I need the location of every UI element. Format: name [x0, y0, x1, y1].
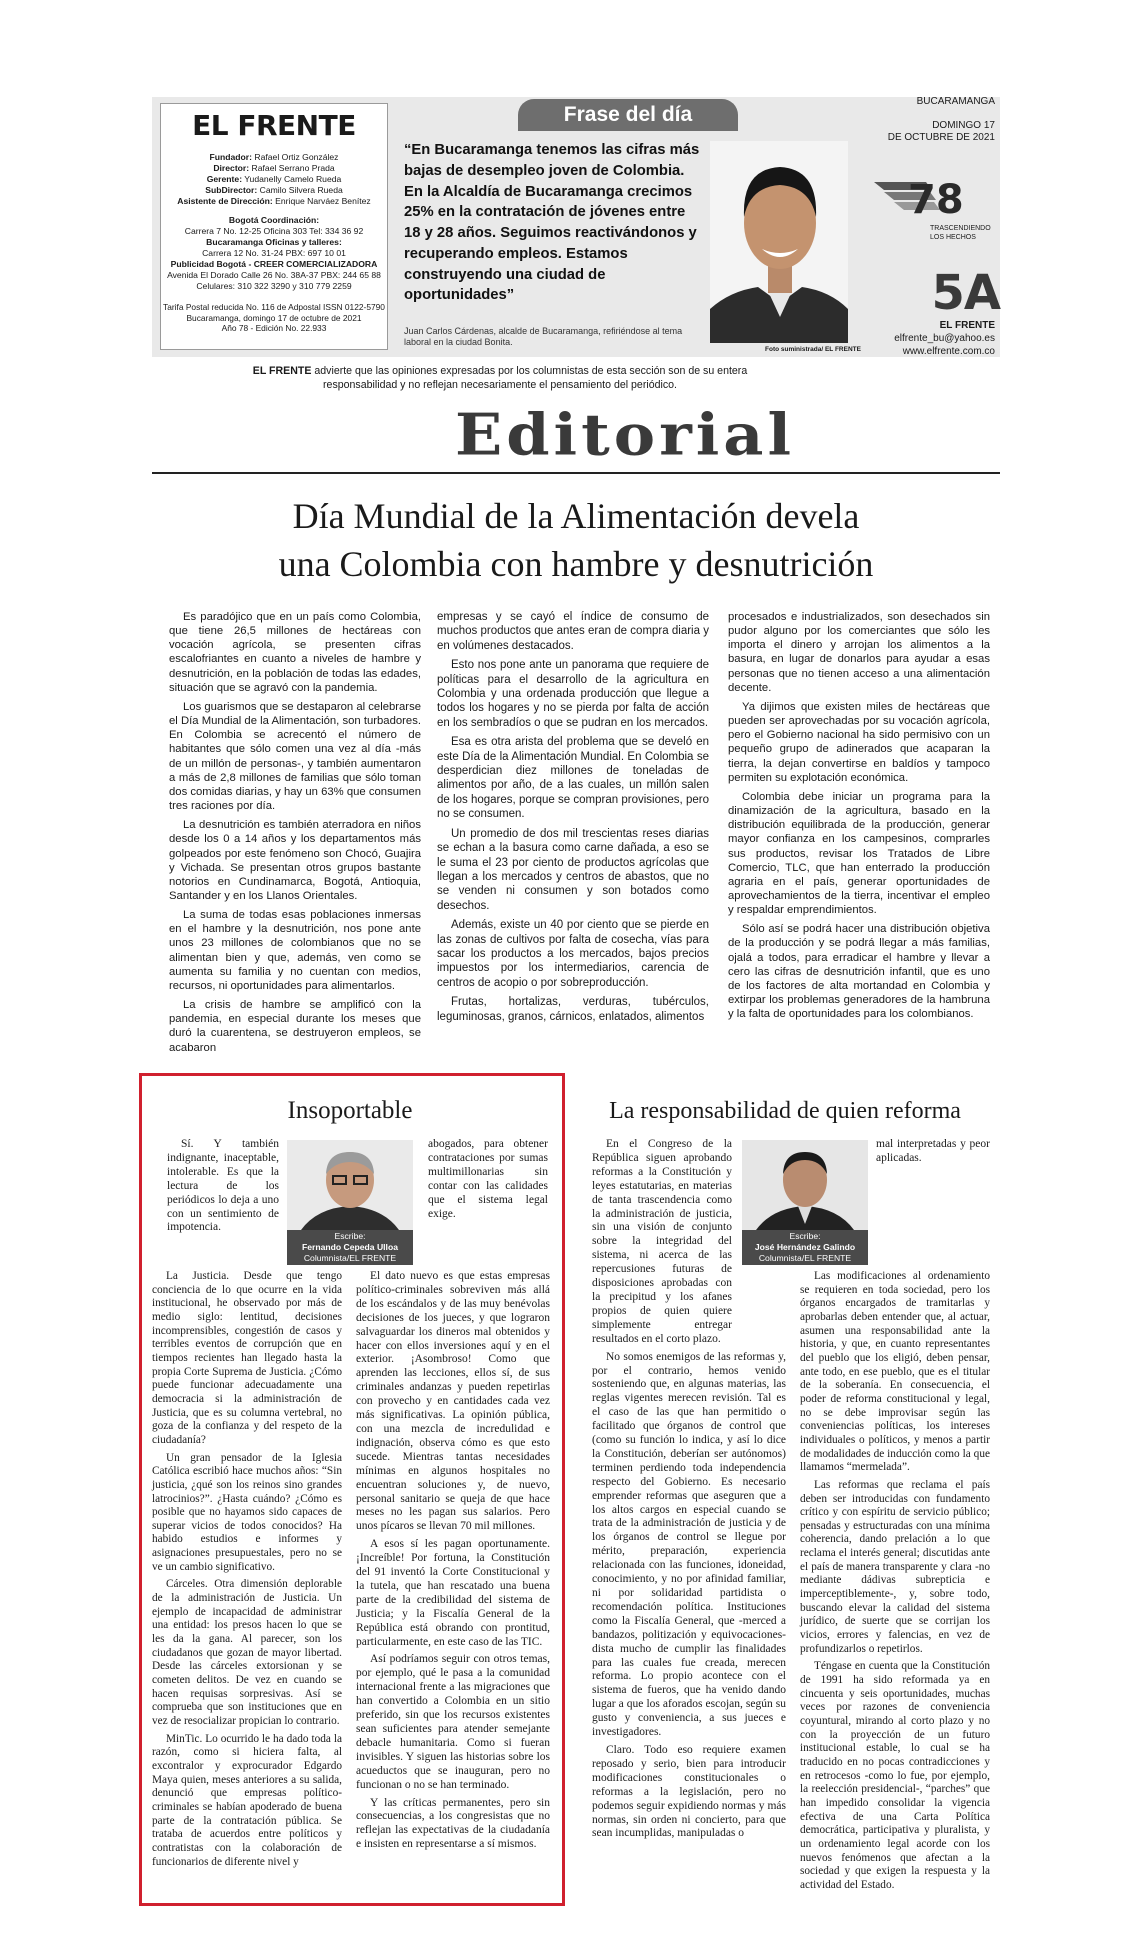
masthead-staff: Fundador: Rafael Ortiz González Director: Rafael Serrano Prada Gerente: Yudanelly Camelo Rueda SubDirector: Camilo Silvera Rueda Asistente de Dirección: Enrique Narváez Benítez	[177, 152, 371, 206]
insoportable-text-right: El dato nuevo es que estas empresas político-criminales sobreviven más allá de los escándalos y de las muy benévolas decisiones de los jueces, y que lograron salvaguardar los dineros mal obtenidos y hacer con ellos inversiones aquí y en el exterior. ¡Asombroso! Como que aprenden las lecciones, ellos sí, de sus criminales andanzas y pueden repetirlas con provecho y en cantidades cada vez más significativas. La opinión pública, con una mezcla de incredulidad e indignación, observa cómo es que esto sucede. Mientras tantas necesidades mínimas en algunos hospitales no encuentran soluciones y, de nuevo, personal sanitario se queja de que hace meses no les pagan sus salarios. Pero unos pícaros se llevan 70 mil millones. A esos sí les pagan oportunamente. ¡Increíble! Por fortuna, la Constitución del 91 inventó la Corte Constitucional y la tutela, que han rescatado una buena parte de la credibilidad del sistema de Justicia; y la Fiscalía General de la República está obrando con prontitud, particularmente, en este caso de las TIC. Así podríamos seguir con otros temas, por ejemplo, qué le pasa a la comunidad internacional frente a las migraciones que han convertido a Colombia en un sitio preferido, sin que los recursos existentes sean suficientes para atender semejante debacle humanitaria. Como si fueran invisibles. Y siguen las historias sobre los acueductos que se inauguran, pero no funcionan o no se han terminado. Y las críticas permanentes, pero sin consecuencias, a los congresistas que no reflejan las expectativas de la ciudadanía e insisten en representarse a sí mismos.	[356, 1270, 550, 1851]
reforma-col-1: En el Congreso de la República siguen aprobando reformas a la Constitución y leyes estatutarias, en materias de tanta trascendencia como la administración de justicia, sin una visión de conjunto sobre la integridad del sistema, ni acerca de las repercusiones futuras de disposiciones aprobadas con la precipitud y los afanes propios de quien quiere simplemente entregar resultados en el corto plazo. No somos enemigos de las reformas y, por el contrario, hemos venido sosteniendo que, en algunas materias, las reglas vigentes merecen revisión. Tal es el caso de las que han permitido o facilitado que órganos de control que (como su función lo indica, y así lo dice la Constitución, deberían ser autónomos) terminen perdiendo toda independencia respecto del Gobierno. Es necesario emprender reformas que aseguren que a los altos cargos en especial cuando se trata de la administración de justicia y de los órganos de control se llegue por mérito, preparación, experiencia relacionada con las funciones, idoneidad, conocimiento, y no por afinidad familiar, ni por solidaridad partidista o recomendación política. Instituciones como la Fiscalía General, que -merced a bandazos, politización y equivocaciones- dista mucho de cumplir las finalidades para las cuales fue creada, merecen reforma. Lo propio acontece con el sistema de fueros, que ha venido dando lugar a que los aforados escojan, según su gusto y conveniencia, a sus jueces e investigadores. Claro. Todo eso requiere examen reposado y serio, bien para introducir modificaciones constitucionales o reformas a la legislación, pero no podemos seguir expidiendo normas y más normas, sin orden ni concierto, para que sean incumplidas, manipuladas o	[592, 1138, 786, 1840]
anniversary-tagline-2: LOS HECHOS	[930, 234, 976, 241]
anniversary-tagline-1: TRASCENDIENDO	[930, 225, 991, 232]
editorial-headline-line2: una Colombia con hambre y desnutrición	[278, 544, 874, 584]
insoportable-text-left: La Justicia. Desde que tengo conciencia de lo que ocurre en la vida institucional, he observado por más de medio siglo: lentitud, decisiones incomprensibles, congestión de casos y terribles eventos de corrupción que en tiempos recientes han llegado hasta la propia Corte Suprema de Justicia. ¿Cómo puede funcionar adecuadamente una democracia si la administración de Justicia, que es su columna vertebral, no goza de la confianza y del respeto de la ciudadanía? Un gran pensador de la Iglesia Católica escribió hace muchos años: “Sin justicia, ¿qué son los reinos sino grandes latrocinios?”. ¿Hasta cuándo? ¿Cómo es posible que no hayamos sido capaces de superar vicios de todos conocidos? Ha habido estudios e informes y asignaciones presupuestales, pero no se ve un cambio significativo. Cárceles. Otra dimensión deplorable de la administración de Justicia. Un ejemplo de incapacidad de administrar una entidad: los presos hacen lo que se les da la gana. Al parecer, son los ciudadanos que gozan de mayor libertad. Desde las cárceles extorsionan y se cometen delitos. De vez en cuando se hacen requisas sorpresivas. Así se comprueba que son instituciones que en vez de resocializar propician lo contrario. MinTic. Lo ocurrido le ha dado toda la razón, como si hiciera falta, al excontralor y exprocurador Edgardo Maya quien, meses anteriores a su salida, denunció que empresas político-criminales se habían apoderado de buena parte de la contratación pública. Se trataba de acuerdos entre políticos y contratistas con la colaboración de funcionarios de diferente nivel y	[152, 1270, 342, 1868]
editorial-headline-line1: Día Mundial de la Alimentación devela	[292, 496, 860, 536]
insoportable-author-label: Escribe:	[334, 1231, 366, 1241]
section-rule	[152, 472, 1000, 474]
insoportable-title: Insoportable	[287, 1097, 413, 1124]
insoportable-author-caption	[287, 1230, 413, 1265]
disclaimer-brand: EL FRENTE	[252, 365, 312, 377]
frase-header	[518, 99, 738, 131]
header-web: www.elfrente.com.co	[902, 346, 995, 357]
masthead-fine-print: Tarifa Postal reducida No. 116 de Adpostal ISSN 0122-5790 Bucaramanga, domingo 17 de octubre de 2021 Año 78 - Edición No. 22.933	[163, 302, 385, 333]
header-date-1: DOMINGO 17	[932, 120, 995, 131]
anniversary-number: 78	[908, 177, 964, 223]
editorial-col-1: Es paradójico que en un país como Colombia, que tiene 26,5 millones de hectáreas con vocación agrícola, se presenten cifras escalofriantes en cuanto a niveles de hambre y desnutrición, en la población de todas las edades, situación que se agravó con la pandemia. Los guarismos que se destaparon al celebrarse el Día Mundial de la Alimentación, son turbadores. En Colombia se acrecentó el número de habitantes que sólo comen una vez al día -más de un millón de personas-, y también aumentaron a más de 2,8 millones de familias que sólo toman dos comidas diarias, y hay un 63% que consumen tres raciones por día. La desnutrición es también aterradora en niños desde los 0 a 14 años y los departamentos más golpeados por este fenómeno son Chocó, Guajira y Vichada. Se presentan otros grupos bastante notorios en Cundinamarca, Bogotá, Antioquia, Santander y en los Llanos Orientales. La suma de todas esas poblaciones inmersas en el hambre y la desnutrición, nos pone ante unos 23 millones de colombianos que no se alimentan bien y que, además, ven como se aumenta su familia y no cuentan con medios, recursos, ni oportunidades para alimentarlos. La crisis de hambre se amplificó con la pandemia, en especial durante los meses que duró la cuarentena, se destruyeron empleos, se acabaron	[169, 611, 422, 1054]
insoportable-col-2-top: abogados, para obtener contrataciones por sumas multimillonarias sin contar con las calidades que el sistema legal exige.	[428, 1138, 548, 1220]
author-portrait-icon	[287, 1140, 413, 1230]
portrait-person-icon	[710, 141, 848, 343]
header-email: elfrente_bu@yahoo.es	[894, 333, 995, 344]
reforma-author-role: Columnista/EL FRENTE	[758, 1253, 852, 1263]
frase-header-text: Frase del día	[563, 103, 693, 126]
reforma-col-2-top: mal interpretadas y peor aplicadas.	[876, 1138, 990, 1164]
insoportable-author-role: Columnista/EL FRENTE	[303, 1253, 397, 1263]
editorial-col-2: empresas y se cayó el índice de consumo de muchos productos que antes eran de compra diaria y en volúmenes destacados. Esto nos pone ante un panorama que requiere de políticas para el desarrollo de la agricultura en Colombia y una ordenada producción que llegue a todos los hogares y no se pierda por falta de acción en los sembradíos o que se pudran en los mercados. Esa es otra arista del problema que se develó en este Día de la Alimentación Mundial. En Colombia se desperdician diez millones de toneladas de alimentos por año, de a las cuales, un millón salen de los hogares, porque se compran provisiones, pero no se consumen. Un promedio de dos mil trescientas reses diarias se echan a la basura como carne dañada, a eso se le suma el 23 por ciento de productos agrícolas que llegan a los mercados y centros de abastos, que no se venden ni consumen y son botados como desechos. Además, existe un 40 por ciento que se pierde en las zonas de cultivos por falta de cosecha, vías para sacar los productos a los mercados, bajos precios impuestos por los intermediarios, carencia de centros de acopio o por sobreproducción. Frutas, hortalizas, verduras, tubérculos, leguminosas, granos, cárnicos, enlatados, alimentos	[437, 611, 709, 1023]
disclaimer	[240, 364, 760, 392]
masthead-offices: Bogotá Coordinación: Carrera 7 No. 12-25 Oficina 303 Tel: 334 36 92 Bucaramanga Oficinas y talleres: Carrera 12 No. 31-24 PBX: 697 10 01 Publicidad Bogotá - CREER COMERCIALIZADORA Avenida El Dorado Calle 26 No. 38A-37 PBX: 244 65 88 Celulares: 310 322 3290 y 310 779 2259	[167, 215, 381, 291]
reforma-author-label: Escribe:	[789, 1231, 821, 1241]
masthead-name: EL FRENTE	[192, 109, 356, 142]
insoportable-author-photo	[287, 1140, 413, 1230]
frase-portrait	[710, 141, 848, 343]
masthead-box	[160, 103, 388, 350]
reforma-col-2: Las modificaciones al ordenamiento se requieren en toda sociedad, pero los órganos encargados de tramitarlas y aprobarlas deben entender que, al actuar, asumen una responsabilidad ante la historia, y que, en cuanto representantes del pueblo que los eligió, deben pensar, ante todo, en ese pueblo, que es el titular de la soberanía. En consecuencia, el poder de reforma constitucional y legal, no se debe improvisar según las conveniencias políticas, los intereses individuales o políticos, y menos a partir de modalidades de inducción como la que llamamos “mermelada”. Las reformas que reclama el país deben ser introducidas con fundamento crítico y con espíritu de servicio público; pensadas y estructuradas con una mínima coherencia, dando prelación a lo que reclama el interés general; discutidas ante el país de manera transparente y clara -no mediante dádivas subrepticia e imperceptiblemente-, y, sobre todo, buscando elevar la calidad del sistema jurídico, de suerte que se corrijan los vicios, errores y falencias, en vez de profundizarlos o repetirlos. Téngase en cuenta que la Constitución de 1991 ha sido reformada ya en cincuenta y seis oportunidades, muchas veces por razones de conveniencia coyuntural, mirando al corto plazo y no con la proyección de un futuro institucional estable, lo cual se ha traducido en no pocas contradicciones y en retrocesos -como lo fue, por ejemplo, la reelección presidencial-, “parches” que han impedido consolidar la vigencia efectiva de una Carta Política democrática, participativa y pluralista, y un ordenamiento legal acorde con los nuevos fenómenos que afectan a la sociedad y que exigen la respuesta y la actividad del Estado.	[800, 1270, 990, 1891]
insoportable-author-name: Fernando Cepeda Ulloa	[302, 1242, 398, 1252]
reforma-author-name: José Hernández Galindo	[754, 1242, 856, 1252]
header-brand: EL FRENTE	[939, 320, 995, 331]
section-title: Editorial	[454, 400, 796, 469]
frase-attribution: Juan Carlos Cárdenas, alcalde de Bucaramanga, refiriéndose al tema laboral en la ciudad Bonita.	[404, 326, 683, 347]
frase-quote: “En Bucaramanga tenemos las cifras más bajas de desempleo joven de Colombia. En la Alcaldía de Bucaramanga crecimos 25% en la contratación de jóvenes entre 18 y 28 años. Seguimos reactivándonos y recuperando empleos. Estamos construyendo una ciudad de oportunidades”	[404, 142, 700, 304]
disclaimer-text: advierte que las opiniones expresadas por los columnistas de esta sección son de su entera responsabilidad y no reflejan necesariamente el pensamiento del periódico.	[311, 365, 748, 391]
header-date-2: DE OCTUBRE DE 2021	[887, 132, 995, 143]
reforma-title: La responsabilidad de quien reforma	[609, 1098, 961, 1124]
editorial-headline	[152, 492, 1000, 588]
page-number: 5A	[931, 265, 1000, 321]
insoportable-col-1-top: Sí. Y también indignante, inaceptable, intolerable. Es que la lectura de los periódicos lo deja a uno con un sentimiento de impotencia.	[167, 1138, 279, 1234]
frase-photo-credit: Foto suministrada/ EL FRENTE	[765, 346, 861, 353]
editorial-col-3: procesados e industrializados, son desechados sin pudor alguno por los comerciantes que sólo les importa el dinero y arrojan los alimentos a la basura, en lugar de donarlos para ayudar a esas personas que no tienen acceso a una alimentación decente. Ya dijimos que existen miles de hectáreas que pueden ser aprovechadas por su vocación agrícola, pero el Gobierno nacional ha sido permisivo con un pequeño grupo de adinerados que acaparan la tierra, la dejan convertirse en baldíos y tampoco permiten su explotación económica. Colombia debe iniciar un programa para la dinamización de la agricultura, basado en la distribución equilibrada de la producción, generar mayor confianza en los campesinos, comprarles sus productos, revisar los Tratados de Libre Comercio, TLC, que han enterrado la producción agraria en el país, generar oportunidades de aprovechamientos de la tierra, incentivar el empleo y respaldar emprendimientos. Sólo así se podrá hacer una distribución objetiva de la producción y se podrá llegar a más familias, ojalá a todos, para erradicar el hambre y llevar a cero las cifras de desnutrición infantil, que es uno de los factores de alta mortandad en Colombia y extirpar los problemas generadores de la hambruna y la falta de oportunidades para los colombianos.	[728, 611, 990, 1021]
header-city: BUCARAMANGA	[916, 96, 995, 107]
